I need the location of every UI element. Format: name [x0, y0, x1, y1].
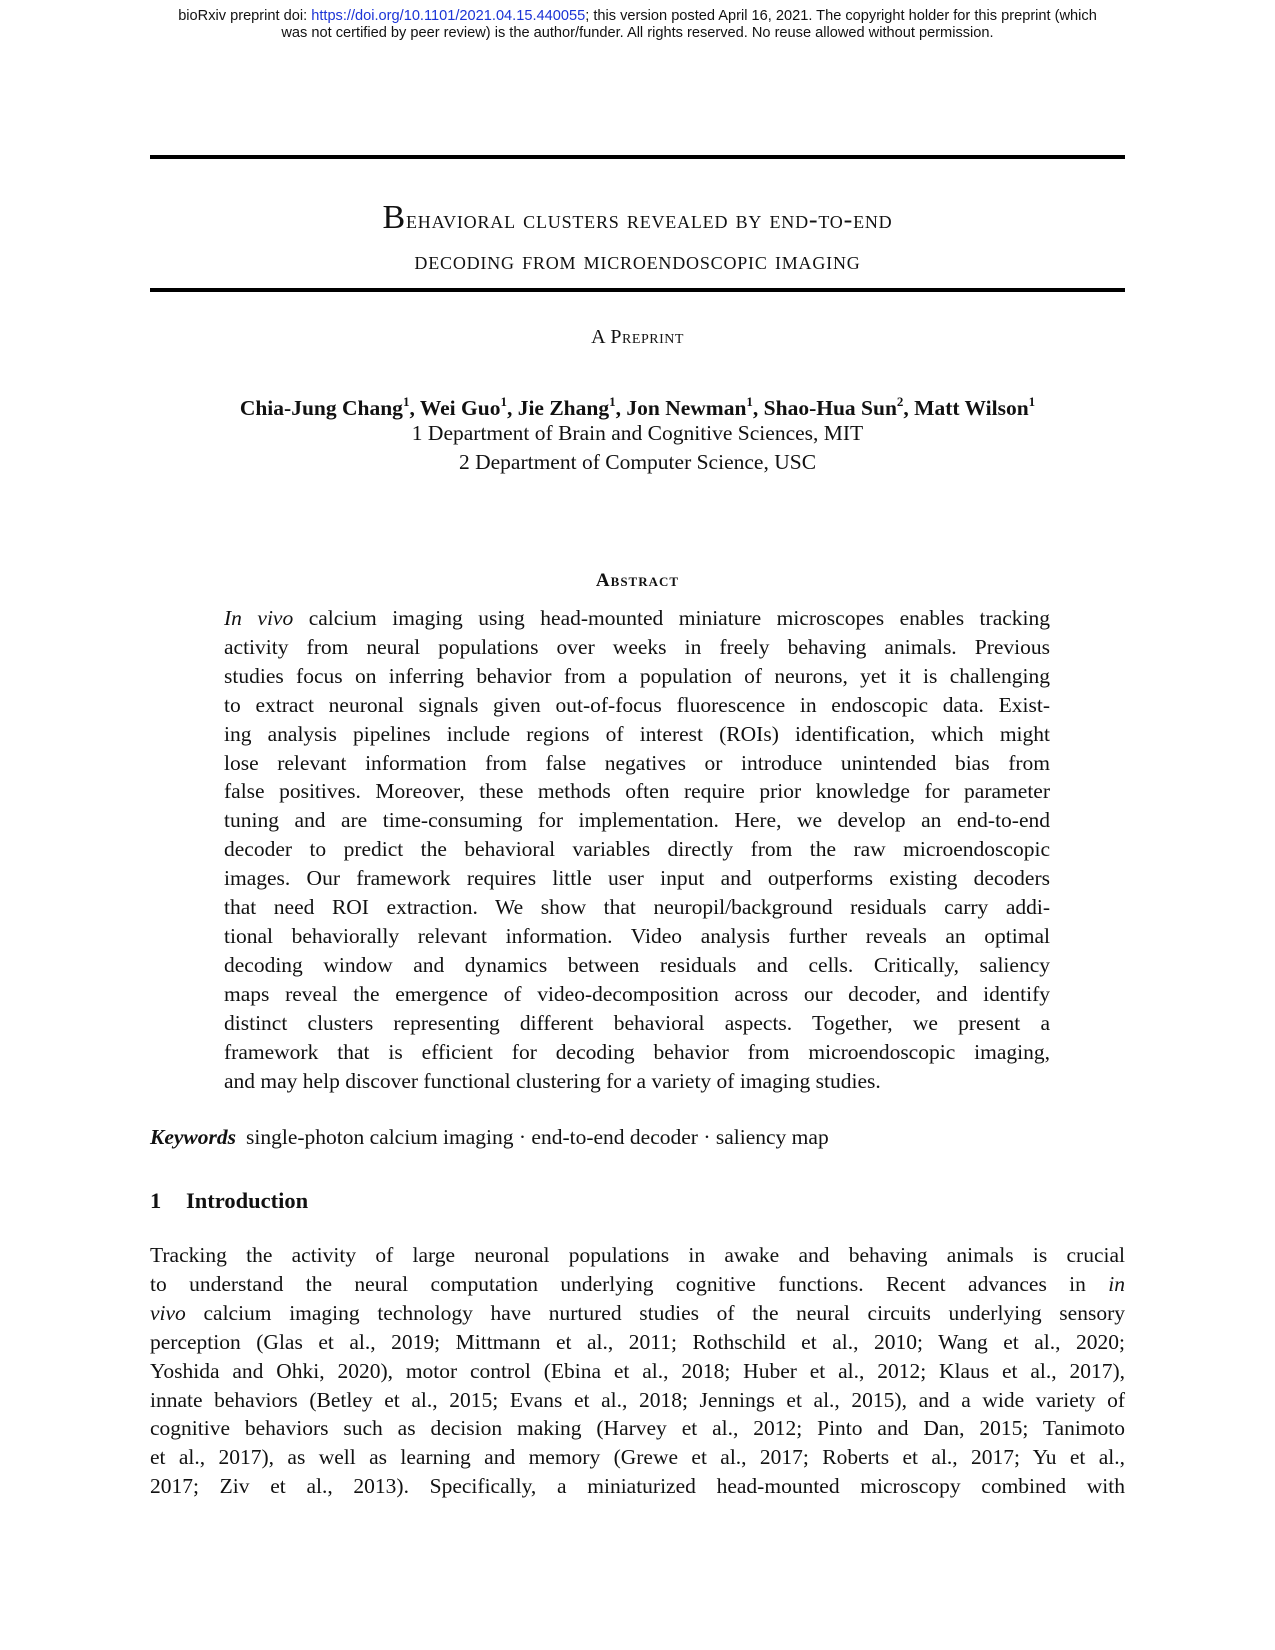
author-separator: ,	[903, 396, 915, 420]
author-separator: ,	[506, 396, 518, 420]
intro-line: Yoshida and Ohki, 2020), motor control (Ebina et al., 2018; Huber et al., 2012; Klaus et al., 2017),	[150, 1358, 1125, 1383]
banner-prefix: bioRxiv preprint doi:	[178, 8, 312, 24]
author-affiliation-mark: 2	[896, 394, 904, 409]
title-line-1	[150, 197, 1125, 240]
abstract-line: lose relevant information from false negatives or introduce unintended bias from	[224, 750, 1050, 775]
title-line-1-rest: ehavioral clusters revealed by end-to-end	[406, 205, 893, 234]
section-heading	[150, 1188, 1125, 1214]
abstract-line: images. Our framework requires little user input and outperforms existing decoders	[224, 866, 1050, 891]
section-number: 1	[150, 1188, 162, 1213]
abstract-line: that need ROI extraction. We show that neuropil/background residuals carry addi-	[224, 895, 1050, 920]
abstract-line: maps reveal the emergence of video-decomposition across our decoder, and identify	[224, 981, 1050, 1006]
author-list	[150, 394, 1125, 422]
intro-line: vivo calcium imaging technology have nurtured studies of the neural circuits underlying sensory	[150, 1300, 1125, 1325]
introduction-body	[150, 1241, 1125, 1501]
title-initial: B	[382, 199, 407, 236]
intro-line: to understand the neural computation underlying cognitive functions. Recent advances in in	[150, 1271, 1125, 1296]
intro-line: Tracking the activity of large neuronal populations in awake and behaving animals is crucial	[150, 1243, 1125, 1267]
author-separator: ,	[752, 396, 764, 420]
paper-title	[150, 197, 1125, 281]
intro-line: innate behaviors (Betley et al., 2015; Evans et al., 2018; Jennings et al., 2015), and a wide variety of	[150, 1387, 1125, 1412]
abstract-line: to extract neuronal signals given out-of-focus fluorescence in endoscopic data. Exist-	[224, 692, 1050, 717]
author-affiliation-mark: 1	[1028, 394, 1036, 409]
abstract-line: false positives. Moreover, these methods often require prior knowledge for parameter	[224, 779, 1050, 804]
abstract-line: decoder to predict the behavioral variables directly from the raw microendoscopic	[224, 837, 1050, 862]
abstract-line: ing analysis pipelines include regions of interest (ROIs) identification, which might	[224, 721, 1050, 746]
abstract-line: tional behaviorally relevant information. Video analysis further reveals an optimal	[224, 923, 1050, 948]
author-name: Wei Guo	[419, 396, 501, 420]
title-line-2: decoding from microendoscopic imaging	[414, 246, 861, 275]
author-name: Matt Wilson	[914, 396, 1029, 420]
abstract-line: framework that is efficient for decoding behavior from microendoscopic imaging,	[224, 1039, 1050, 1064]
preprint-banner	[0, 8, 1275, 42]
abstract-body	[224, 604, 1050, 1095]
keywords-text: single-photon calcium imaging · end-to-end decoder · saliency map	[246, 1125, 829, 1149]
doi-link[interactable]: https://doi.org/10.1101/2021.04.15.440055	[311, 8, 586, 24]
banner-line-2: was not certified by peer review) is the author/funder. All rights reserved. No reuse allowed without permission.	[281, 25, 994, 41]
author-affiliation-mark: 1	[402, 394, 410, 409]
preprint-label: A Preprint	[591, 326, 684, 348]
abstract-line: studies focus on inferring behavior from a population of neurons, yet it is challenging	[224, 663, 1050, 688]
author-name: Jon Newman	[626, 396, 747, 420]
top-title-rule	[150, 155, 1125, 159]
section-title: Introduction	[186, 1188, 309, 1213]
abstract-line: and may help discover functional clustering for a variety of imaging studies.	[224, 1068, 881, 1093]
author-affiliation-mark: 1	[500, 394, 507, 409]
intro-line: et al., 2017), as well as learning and memory (Grewe et al., 2017; Roberts et al., 2017; Yu et al.,	[150, 1445, 1125, 1470]
keywords	[150, 1125, 1125, 1150]
affiliation-1: 1 Department of Brain and Cognitive Sciences, MIT	[411, 421, 864, 445]
intro-line: perception (Glas et al., 2019; Mittmann et al., 2011; Rothschild et al., 2010; Wang et al., 2020;	[150, 1329, 1125, 1354]
intro-line: 2017; Ziv et al., 2013). Specifically, a miniaturized head-mounted microscopy combined with	[150, 1474, 1125, 1499]
author-name: Shao-Hua Sun	[763, 396, 897, 420]
abstract-heading: Abstract	[595, 570, 680, 591]
author-name: Jie Zhang	[517, 396, 610, 420]
author-separator: ,	[409, 396, 420, 420]
banner-line-1	[0, 8, 1275, 25]
abstract-line: In vivo calcium imaging using head-mounted miniature microscopes enables tracking	[224, 606, 1051, 630]
author-affiliation-mark: 1	[746, 394, 753, 409]
bottom-title-rule	[150, 288, 1125, 292]
abstract-line: activity from neural populations over weeks in freely behaving animals. Previous	[224, 634, 1050, 659]
affiliation-2: 2 Department of Computer Science, USC	[458, 450, 817, 474]
abstract-line: distinct clusters representing different behavioral aspects. Together, we present a	[224, 1010, 1050, 1035]
author-name: Chia-Jung Chang	[239, 396, 403, 420]
author-affiliation-mark: 1	[609, 394, 616, 409]
abstract-line: tuning and are time-consuming for implementation. Here, we develop an end-to-end	[224, 808, 1050, 833]
intro-line: cognitive behaviors such as decision making (Harvey et al., 2012; Pinto and Dan, 2015; Tanimoto	[150, 1416, 1125, 1441]
banner-line-1-rest: ; this version posted April 16, 2021. The copyright holder for this preprint (which	[585, 8, 1097, 24]
abstract-line: decoding window and dynamics between residuals and cells. Critically, saliency	[224, 952, 1050, 977]
author-separator: ,	[615, 396, 627, 420]
keywords-label: Keywords	[150, 1125, 236, 1149]
abstract-in-vivo: In vivo	[224, 606, 294, 630]
